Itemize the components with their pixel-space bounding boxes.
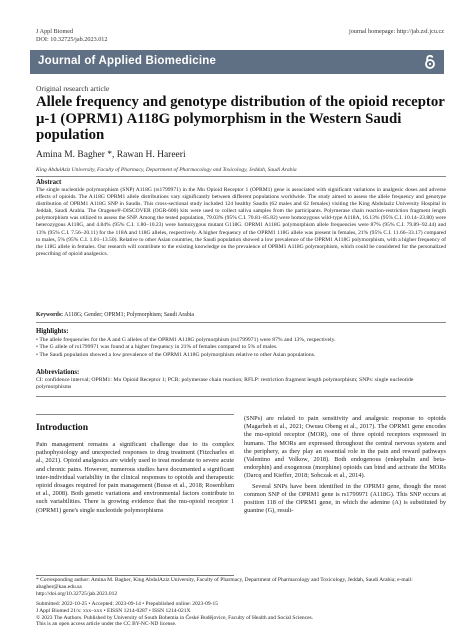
divider bbox=[36, 414, 234, 415]
journal-name: Journal of Applied Biomedicine bbox=[38, 55, 217, 67]
journal-banner bbox=[30, 50, 444, 74]
corresponding-author: * Corresponding author: Amina M. Bagher, King AbdulAziz University, Faculty of Pharmacy, Department of Pharmacology and Toxicology, Jeddah, Saudi Arabia; e-mail: abagher@kau.edu.sa bbox=[36, 577, 413, 590]
highlights-list bbox=[36, 337, 446, 359]
highlight-item: • The G allele of rs1799971 was found at a higher frequency in 21% of females compared to 5% of males. bbox=[36, 344, 446, 351]
article-type: Original research article bbox=[36, 84, 110, 93]
divider bbox=[36, 322, 446, 323]
paragraph: Several SNPs have been identified in the OPRM1 gene, though the most common SNP of the OPRM1 gene is rs1799971 (A118G). This SNP occurs at position 118 of the OPRM1 gene, in which the adenine (A) is substituted by guanine (G), result- bbox=[244, 482, 446, 515]
highlight-item: • The Saudi population showed a low prevalence of the OPRM1 A118G polymorphism relative to other Asian populations. bbox=[36, 352, 446, 359]
keywords bbox=[36, 312, 194, 318]
divider bbox=[36, 176, 446, 177]
keywords-text: A118G; Gender; OPRM1; Polymorphism; Saudi Arabia bbox=[64, 312, 194, 318]
divider bbox=[36, 396, 446, 397]
left-column bbox=[36, 441, 234, 517]
doi-link[interactable]: http://doi.org/10.32725/jab.2023.012 bbox=[36, 590, 118, 597]
article-title: Allele frequency and genotype distribution of the opioid receptor μ-1 (OPRM1) A118G polymorphism in the Western Saudi population bbox=[36, 94, 445, 143]
license: This is an open access article under the CC BY-NC-ND license. bbox=[36, 621, 177, 628]
abstract-heading: Abstract bbox=[36, 179, 62, 186]
journal-abbrev: J Appl Biomed bbox=[36, 28, 74, 35]
footnote-divider bbox=[36, 575, 234, 576]
paragraph: (SNPs) are related to pain sensitivity and analgesic response to opioids (Magarbeh et al., 2021; Owusu Obeng et al., 2017). The OPRM1 gene encodes the mu-opioid receptor (MOR), one of three opioid receptors expressed in humans. The MORs are expressed throughout the central nervous system and the periphery, as they play an essential role in the pain and reward pathways (Valentino and Volkow, 2018). Both endogenous (enkephalin and beta-endorphin) and exogenous (morphine) opioids can bind and activate the MORs (Darcq and Kieffer, 2018; Sobczak et al., 2014). bbox=[244, 415, 446, 480]
abstract-text: The single nucleotide polymorphism (SNP) A118G (rs1799971) in the Mu Opioid Receptor 1 (OPRM1) gene is associated with significant variations in analgesic doses and adverse effects of opioids. The A118G OPRM1 allele distributions vary significantly between different populations worldwide. The study aimed to assess the allele frequency and genotype distribution of OPRM1 A118G SNP in Saudis. This cross-sectional study included 124 healthy Saudis (62 males and 62 females) visiting the King Abdulaziz University Hospital in Jeddah, Saudi Arabia. The Oragene®-DISCOVER (OGR-600) kits were used to collect saliva samples from the participants. Polymerase chain reaction-restriction fragment length polymorphism was utilized to assess the SNP. Among the tested population, 79.03% (95% C.I. 70.81–85.82) were homozygous wild-type A118A, 16.13% (95% C.I. 10.14–23.80) were heterozygous A118G, and 4.84% (95% C.I. 1.80–10.23) were homozygous mutant G118G. OPRM1 A118G polymorphism allele frequencies were 87% (95% C.I. 79.89–92.44) and 13% (95% C.I. 7.56–20.11) for the 118A and 118G alleles, respectively. A higher frequency of the OPRM1 118G allele was present in females, 21% (95% C.I. 11.66–33.17) compared to males, 5% (95% C.I. 1.01–13.50). Relative to other Asian countries, the Saudi population showed a low prevalence of the OPRM1 A118G polymorphism, with a higher frequency of the 118G allele in females. Our research will contribute to the existing knowledge on the prevalence of OPRM1 A118G polymorphism, which could be considered for the personalized prescribing of opioid analgesics. bbox=[36, 187, 446, 257]
copyright: © 2023 The Authors. Published by University of South Bohemia in České Budějovice, Faculty of Health and Social Sciences. bbox=[36, 614, 314, 621]
author-list: Amina M. Bagher *, Rawan H. Hareeri bbox=[36, 150, 186, 160]
highlights-heading: Highlights: bbox=[36, 328, 69, 335]
issue-info: J Appl Biomed 21/x: xxx–xxx • EISSN 1214-0287 • ISSN 1214-021X bbox=[36, 607, 191, 614]
highlight-item: • The allele frequencies for the A and G alleles of the OPRM1 A118G polymorphism (rs1799971) were 87% and 13%, respectively. bbox=[36, 337, 446, 344]
journal-homepage[interactable]: journal homepage: http://jab.zsf.jcu.cz bbox=[348, 28, 444, 35]
running-header-left bbox=[36, 28, 108, 44]
introduction-heading: Introduction bbox=[36, 422, 89, 433]
right-column bbox=[244, 415, 446, 517]
header-doi: DOI: 10.32725/jab.2023.012 bbox=[36, 36, 108, 43]
submission-dates: Submitted: 2022-10-25 • Accepted: 2023-09-14 • Prepublished online: 2023-09-15 bbox=[36, 600, 218, 607]
abbreviations-text: CI: confidence interval; OPRM1: Mu Opioid Receptor 1; PCR: polymerase chain reaction; RFLP: restriction fragment length polymorphism; SNPs: single nucleotide polymorphisms bbox=[36, 377, 414, 391]
author-affiliation: King AbdulAziz University, Faculty of Pharmacy, Department of Pharmacology and Toxicology, Jeddah, Saudi Arabia bbox=[36, 167, 297, 173]
open-access-icon bbox=[422, 54, 438, 70]
footer bbox=[36, 577, 446, 628]
keywords-label: Keywords: bbox=[36, 312, 64, 318]
paragraph: Pain management remains a significant challenge due to its complex pathophysiology and unexpected responses to drug treatment (Fitzcharles et al., 2021). Opioid analgesics are widely used to treat moderate to severe acute and chronic pains. However, numerous studies have documented a significant inter-individual variability in the clinical responses to opioids and therapeutic opioid dosages required for pain management (Busse et al., 2018; Rosenblum et al., 2008). Both genetic variations and environmental factors contribute to such variabilities. There is growing evidence that the mu-opioid receptor 1 (OPRM1) gene's single nucleotide polymorphisms bbox=[36, 441, 234, 514]
abbreviations-heading: Abbreviations: bbox=[36, 369, 80, 376]
